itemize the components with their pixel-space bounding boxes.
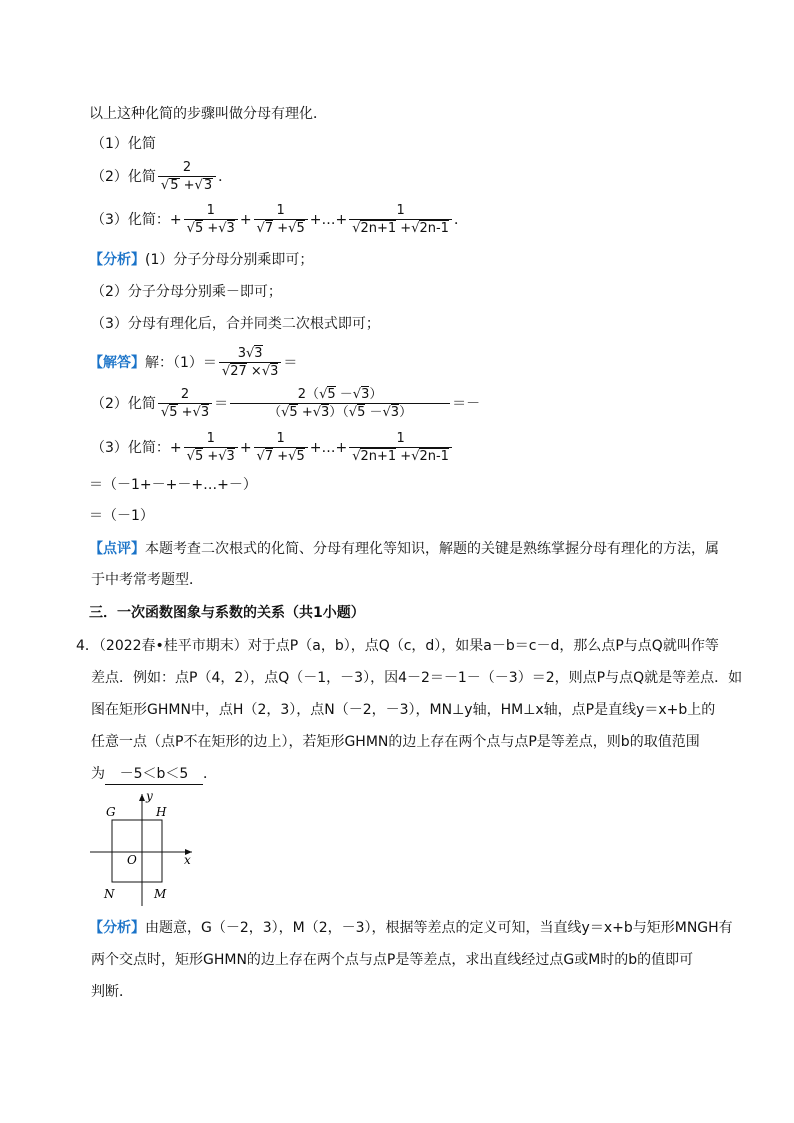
comment-2: 于中考常考题型． [91,572,203,588]
y-axis-arrow [139,794,145,801]
fraction: $\frac{2}{√5 +√3}$ [158,160,216,194]
label-o: O [127,853,137,867]
analysis-1: 【分析】(1）分子分母分别乘即可； [89,252,314,268]
answer-line-b: ＝（－1） [89,508,154,524]
analysis-4-line-3: 判断． [91,984,133,1000]
answer-blank: －5＜b＜5 [105,764,203,785]
label-g: G [106,805,116,819]
rectangle-ghmn [112,820,162,882]
label-m: M [154,887,167,901]
section-heading: 三．一次函数图象与系数的关系（共1小题） [89,605,365,621]
problem-4-line-5: 为 －5＜b＜5 ． [91,764,217,785]
answer-2: （2）化简 $\frac{2}{√5 +√3}$ ＝ $\frac{2(√5 -√3)}{(√5 +√3)(√5 -√3)}$ ＝－ [91,387,481,420]
label-n: N [104,887,115,901]
problem-4-line-3: 图在矩形GHMN中，点H（2，3），点N（－2，－3），MN⊥y轴，HM⊥x轴，点P是直线y＝x+b上的 [91,702,716,718]
analysis-2: （2）分子分母分别乘－即可； [91,284,282,300]
question-2: （2）化简 $\frac{2}{√5 +√3}$ ． [91,160,233,193]
comment-1: 【点评】本题考查二次根式的化简、分母有理化等知识，解题的关键是熟练掌握分母有理化的方法，属 [89,541,719,557]
answer-line-a: ＝（－1+－+－+…+－） [89,477,257,493]
answer-1: 【解答】解：（1）＝ $\frac{3√3}{√27 \times√3}$ ＝ [89,346,298,379]
coordinate-figure [84,788,204,908]
analysis-4-line-2: 两个交点时，矩形GHMN的边上存在两个点与点P是等差点，求出直线经过点G或M时的b的值即可 [91,952,694,968]
problem-4-line-2: 差点．例如：点P（4，2），点Q（－1，－3），因4－2＝－1－（－3）＝2，则点P与点Q就是等差点．如 [91,670,743,686]
analysis-3: （3）分母有理化后，合并同类二次根式即可； [91,316,380,332]
problem-4-line-4: 任意一点（点P不在矩形的边上），若矩形GHMN的边上存在两个点与点P是等差点，则b的取值范围 [91,734,700,750]
label-x: x [184,853,191,867]
label-y: y [146,789,153,803]
question-1: （1）化简 [91,136,156,152]
answer-3: （3）化简：+ $\frac{1}{√5 +√3}$ + $\frac{1}{√7 +√5}$ +…+ $\frac{1}{√2n+1 +√2n-1}$ [91,431,454,465]
analysis-4-line-1: 【分析】由题意，G（－2，3），M（2，－3），根据等差点的定义可知，当直线y＝x+b与矩形MNGH有 [89,920,733,936]
problem-4-line-1: 4．（2022春•桂平市期末）对于点P（a，b），点Q（c，d），如果a－b＝c－d，那么点P与点Q就叫作等 [76,638,719,654]
label-h: H [156,805,167,819]
intro-text: 以上这种化简的步骤叫做分母有理化． [89,106,327,122]
question-3: （3）化简：+ $\frac{1}{√5 +√3}$ + $\frac{1}{√7 +√5}$ +…+ $\frac{1}{√2n+1 +√2n-1}$ ． [91,203,468,236]
